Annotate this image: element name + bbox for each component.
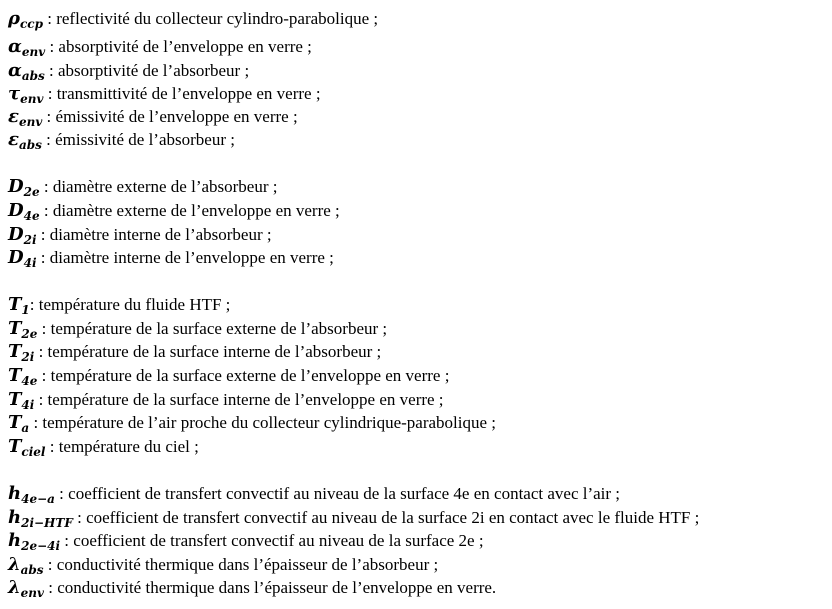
- definition-line: [8, 37, 312, 57]
- symbol: $D_{2i}$: [8, 224, 37, 247]
- definition-line: [8, 130, 235, 150]
- symbol: $D_{2e}$: [8, 176, 40, 199]
- definition-text: : transmittivité de l’enveloppe en verre ;: [43, 84, 321, 103]
- symbol: $\varepsilon_{env}$: [8, 106, 43, 129]
- definition-line: [8, 508, 699, 528]
- symbol: $\lambda_{env}$: [8, 577, 44, 600]
- symbol: $T_{ciel}$: [8, 436, 46, 459]
- definition-line: [8, 319, 387, 339]
- symbol: $\rho_{ccp}$: [8, 8, 43, 31]
- definition-text: : diamètre interne de l’absorbeur ;: [36, 225, 272, 244]
- definition-text: : diamètre externe de l’enveloppe en verre ;: [39, 201, 340, 220]
- definition-line: [8, 107, 298, 127]
- symbol: $h_{4e-a}$: [8, 483, 55, 506]
- definition-text: : conductivité thermique dans l’épaisseur de l’enveloppe en verre.: [43, 578, 497, 597]
- definition-line: [8, 413, 496, 433]
- definition-line: [8, 437, 199, 457]
- definition-line: [8, 248, 334, 268]
- definition-line: [8, 531, 484, 551]
- definition-text: : température de la surface externe de l’absorbeur ;: [37, 319, 388, 338]
- definition-text: : reflectivité du collecteur cylindro-parabolique ;: [43, 9, 379, 28]
- definition-text: : température de la surface interne de l’absorbeur ;: [34, 342, 382, 361]
- definition-line: [8, 366, 449, 386]
- symbol: $T_{2e}$: [8, 318, 38, 341]
- definition-text: : température de l’air proche du collecteur cylindrique-parabolique ;: [29, 413, 497, 432]
- definition-text: : émissivité de l’enveloppe en verre ;: [42, 107, 298, 126]
- definition-line: [8, 61, 249, 81]
- symbol: $\varepsilon_{abs}$: [8, 129, 42, 152]
- symbol: $\lambda_{abs}$: [8, 554, 44, 577]
- definition-text: : coefficient de transfert convectif au niveau de la surface 2i en contact avec le fluide HTF ;: [72, 508, 700, 527]
- symbol: $\tau_{env}$: [8, 83, 44, 106]
- symbol: $T_{4i}$: [8, 389, 35, 412]
- definition-line: [8, 9, 378, 29]
- definition-text: : température du ciel ;: [45, 437, 199, 456]
- symbol: $T_a$: [8, 412, 30, 435]
- symbol: $D_{4i}$: [8, 247, 37, 270]
- symbol: $h_{2e-4i}$: [8, 530, 61, 553]
- symbol: $h_{2i-HTF}$: [8, 507, 73, 530]
- symbol: $\alpha_{abs}$: [8, 60, 45, 83]
- definition-line: [8, 295, 230, 315]
- definition-text: : température de la surface interne de l’enveloppe en verre ;: [34, 390, 444, 409]
- definition-line: [8, 555, 438, 575]
- definition-text: : diamètre externe de l’absorbeur ;: [39, 177, 278, 196]
- definition-line: [8, 342, 381, 362]
- symbol: $T_{4e}$: [8, 365, 38, 388]
- definition-text: : diamètre interne de l’enveloppe en verre ;: [36, 248, 334, 267]
- definition-line: [8, 177, 278, 197]
- definition-text: : conductivité thermique dans l’épaisseur de l’absorbeur ;: [43, 555, 439, 574]
- symbol: $D_{4e}$: [8, 200, 40, 223]
- definition-line: [8, 201, 340, 221]
- symbol: $\alpha_{env}$: [8, 36, 46, 59]
- symbol: $T_1$: [8, 294, 30, 317]
- symbol: $T_{2i}$: [8, 341, 35, 364]
- definition-text: : température du fluide HTF ;: [29, 295, 231, 314]
- definition-text: : émissivité de l’absorbeur ;: [41, 130, 235, 149]
- definition-line: [8, 390, 444, 410]
- definition-line: [8, 84, 321, 104]
- definition-text: : coefficient de transfert convectif au niveau de la surface 2e ;: [60, 531, 484, 550]
- definition-text: : température de la surface externe de l’enveloppe en verre ;: [37, 366, 450, 385]
- definition-text: : coefficient de transfert convectif au niveau de la surface 4e en contact avec l’air ;: [54, 484, 621, 503]
- definition-line: [8, 578, 496, 598]
- definition-text: : absorptivité de l’absorbeur ;: [44, 61, 250, 80]
- definition-line: [8, 484, 620, 504]
- definition-text: : absorptivité de l’enveloppe en verre ;: [45, 37, 312, 56]
- definition-line: [8, 225, 272, 245]
